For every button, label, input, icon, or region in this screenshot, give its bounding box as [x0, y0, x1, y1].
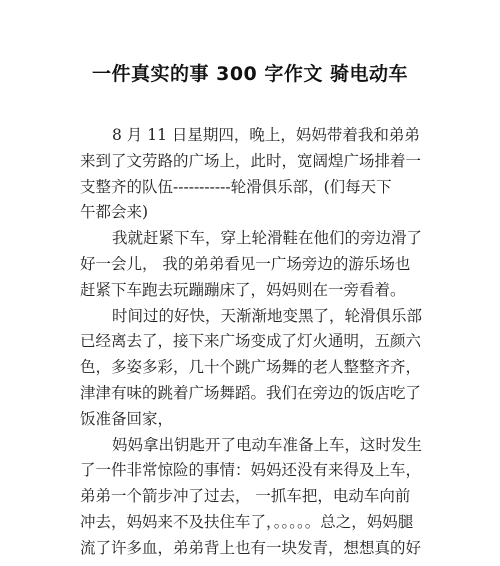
paragraph-line: 津津有味的跳着广场舞蹈。我们在旁边的饭店吃了	[80, 383, 422, 402]
paragraph-line: 午都会来)	[80, 203, 149, 222]
paragraph-line: 弟弟一个箭步冲了过去， 一抓车把，电动车向前	[80, 487, 411, 506]
document-body	[80, 123, 430, 562]
paragraph-line: 好一会儿， 我的弟弟看见一广场旁边的游乐场也	[80, 254, 411, 273]
paragraph-line: 饭准备回家，	[80, 409, 174, 428]
paragraph-line: 了一件非常惊险的事情：妈妈还没有来得及上车，	[80, 461, 422, 480]
paragraph-line: 支整齐的队伍-----------轮滑俱乐部，(们每天下	[80, 177, 392, 196]
paragraph-line: 时间过的好快，天渐渐地变黑了，轮滑俱乐部	[112, 306, 423, 325]
document-title: 一件真实的事 300 字作文 骑电动车	[91, 63, 408, 85]
paragraph-line: 冲去，妈妈来不及扶住车了，。。。。。总之，妈妈腿	[80, 512, 414, 531]
paragraph-line: 赶紧下车跑去玩蹦蹦床了，妈妈则在一旁看着。	[80, 280, 406, 299]
paragraph-line: 已经离去了，接下来广场变成了灯火通明，五颜六	[80, 332, 422, 351]
paragraph-line: 流了许多血，弟弟背上也有一块发青，想想真的好	[80, 538, 422, 557]
paragraph-line: 我就赶紧下车，穿上轮滑鞋在他们的旁边滑了	[112, 229, 423, 248]
paragraph-line: 妈妈拿出钥匙开了电动车准备上车，这时发生	[112, 435, 423, 454]
paragraph-line: 8 月 11 日星期四，晚上，妈妈带着我和弟弟	[112, 126, 420, 144]
paragraph-line: 来到了文劳路的广场上，此时，宽阔煌广场排着一	[80, 151, 422, 170]
paragraph-line: 色，多姿多彩，几十个跳广场舞的老人整整齐齐，	[80, 358, 422, 377]
